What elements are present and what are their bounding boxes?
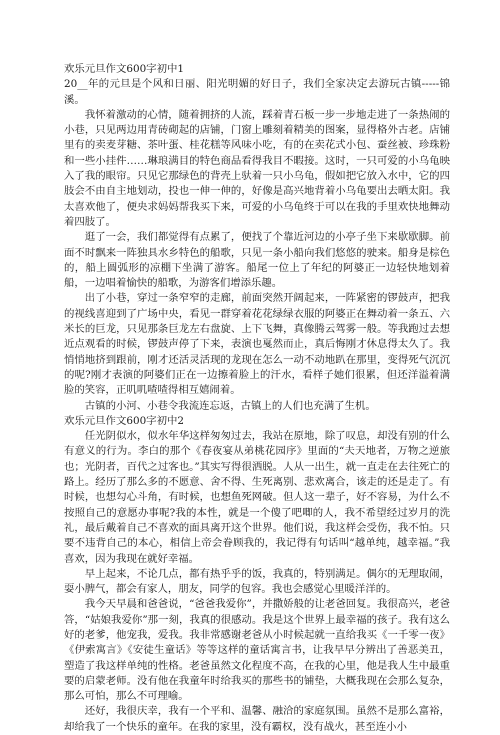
- essay1-paragraph-5: 古镇的小河、小巷令我流连忘返，古镇上的人们也充满了生机。: [84, 399, 376, 412]
- essay2-paragraph-1: 任光阴似水，似水年华这样匆匆过去，我站在原地，除了叹息，却没有别的什么有意义的行为。李白的那个《春夜宴从弟桃花园序》里面的“夫天地者，万物之逆旅也；光阴者，百代之过客也。”其实写得很洒脱。人从一出生，就一直走在去往死亡的路上。经历了那么多的不愿意、舍不得、生死离别、悲欢离合，该走的还是走了。有时候，也想勾心斗角，有时候，也想鱼死网破。但人这一辈子，好不容易，为什么不按照自己的意愿办事呢?我的本性，就是一个傻了吧唧的人，我不希望经过岁月的洗礼，最后戴着自己不喜欢的面具离开这个世界。他们说，我这样会受伤，我不怕。只要不违背自己的本心，相信上帝会眷顾我的，我记得有句话叫“越单纯，越幸福。”我喜欢，因为我现在就好幸福。: [64, 430, 450, 565]
- essay-title-1: 欢乐元旦作文600字初中1: [64, 63, 184, 75]
- essay2-paragraph-2: 早上起来，不论几点，都有热乎乎的饭，我真的，特别满足。偶尔的无理取闹，耍小脾气，都会有家人，朋友，同学的包容。我也会感觉心里暖洋洋的。: [64, 567, 450, 596]
- essay1-paragraph-1: 20__年的元旦是个风和日丽、阳光明媚的好日子，我们全家决定去游玩古镇-----锦溪。: [64, 78, 450, 106]
- essay1-paragraph-3: 逛了一会，我们都觉得有点累了，便找了个靠近河边的小亭子坐下来歇歇脚。前面不时飘来一阵独具水乡特色的船歌，只见一条小船向我们悠悠的驶来。船身是棕色的，船上圆弧形的凉棚下坐满了游客。船尾一位上了年纪的阿婆正一边轻快地划着船，一边唱着愉快的船歌，为游客们增添乐趣。: [64, 231, 450, 290]
- essay2-paragraph-3: 我今天早晨和爸爸说，“爸爸我爱你”，并撒娇般的让老爸回复。我很高兴，老爸答，“姑娘我爱你”那一刻，我真的很感动。我是这个世界上最幸福的孩子。我有这么好的老爹，他宠我，爱我。我非常感谢老爸从小时候起就一直给我买《一千零一夜》《伊索寓言》《安徒生童话》等等这样的童话寓言书，让我早早分辨出了善恶美丑，塑造了我这样单纯的性格。老爸虽然文化程度不高，在我的心里，他是我人生中最重要的启蒙老师。没有他在我童年时给我买的那些书的铺垫，大概我现在会那么复杂，那么可怕，那么不可理喻。: [64, 598, 450, 703]
- essay1-paragraph-2: 我怀着激动的心情，随着拥挤的人流，踩着青石板一步一步地走进了一条热闹的小巷，只见两边用青砖砌起的店铺，门窗上雕刻着精美的图案，显得格外古老。店铺里有的卖麦芽糖、茶叶蛋、桂花糕等风味小吃，有的在卖花式小包、蚕丝被、珍珠粉和一些小挂件……琳琅满目的特色商品看得我目不暇接。这时，一只可爱的小乌龟映入了我的眼帘。只见它那绿色的背壳上驮着一只小乌龟，假如把它放入水中，它的四肢会不由自主地划动，投也一伸一伸的，好像是高兴地背着小乌龟要出去晒太阳。我太喜欢他了，便央求妈妈帮我买下来，可爱的小乌龟终于可以在我的手里欢快地舞动着四肢了。: [64, 108, 450, 228]
- essay-title-2: 欢乐元旦作文600字初中2: [64, 414, 184, 427]
- essay2-paragraph-4: 还好，我很庆幸，我有一个平和、温馨、融洽的家庭氛围。虽然不是那么富裕，却给我了一个快乐的童年。在我的家里，没有霸权，没有战火，甚至连小小: [64, 705, 450, 733]
- essay1-paragraph-4: 出了小巷，穿过一条窄窄的走廊，前面突然开阔起来，一阵紧密的锣鼓声，把我的视线喜迎到了广场中央，看见一群穿着花花绿绿衣服的阿婆正在舞动着一条五、六米长的巨龙，只见那条巨龙左右盘旋、上下飞舞，真像腾云驾雾一般。等我跑过去想近点观看的时候，锣鼓声停了下来，表演也戛然而止，真后悔刚才休息得太久了。我悄悄地挤到跟前，刚才还活灵活现的龙现在怎么一动不动地趴在那里，变得死气沉沉的呢?刚才表演的阿婆们正在一边擦着脸上的汗水，看样子她们很累，但还洋溢着满脸的笑容，正叽叽喳喳得相互嬉闹着。: [64, 292, 450, 397]
